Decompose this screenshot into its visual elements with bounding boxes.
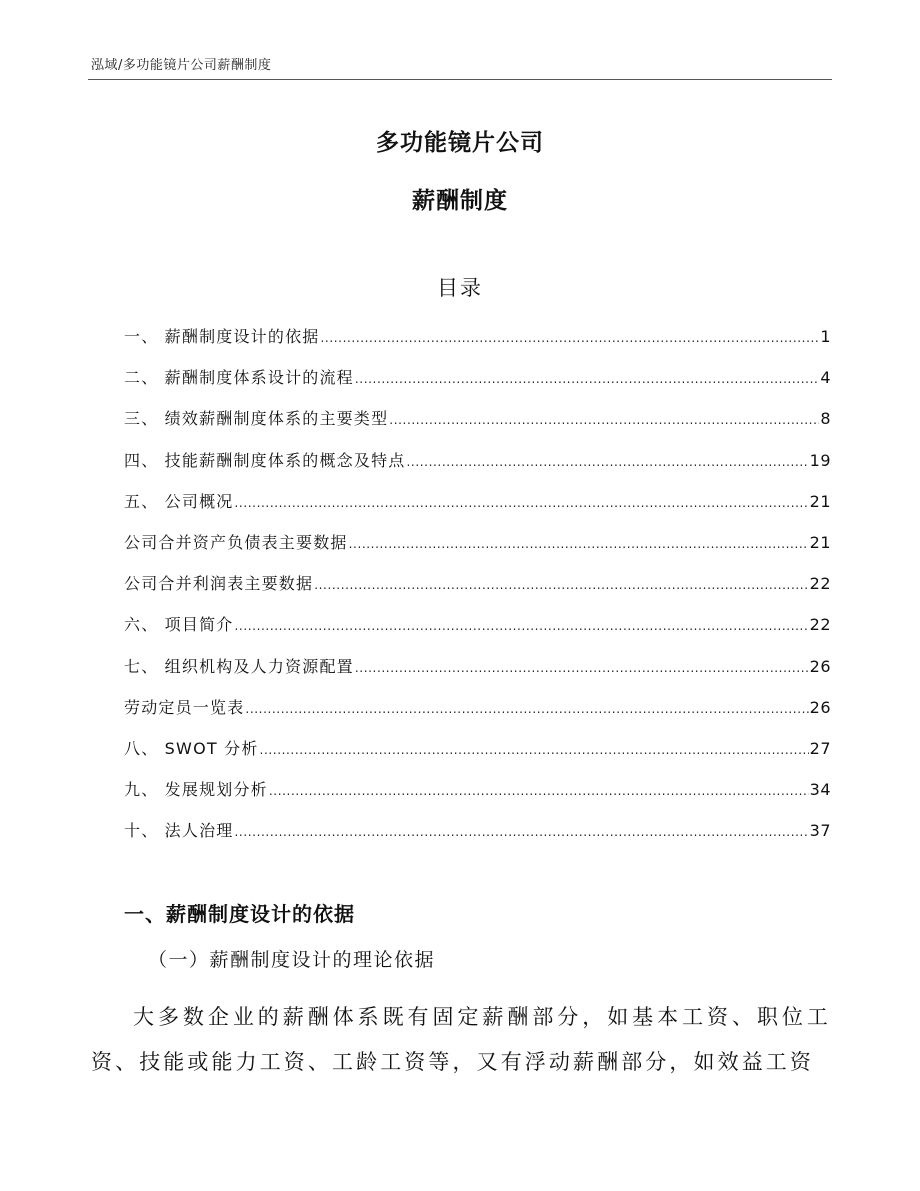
toc-entry-page: 1: [820, 327, 831, 346]
toc-entry-page: 26: [809, 656, 831, 676]
toc-entry-page: 34: [809, 780, 831, 800]
toc-entry[interactable]: [124, 737, 831, 778]
toc-entry-page: 8: [820, 409, 831, 429]
toc-leader: [314, 573, 808, 597]
toc-entry[interactable]: [124, 531, 831, 572]
toc-entry[interactable]: [124, 655, 831, 696]
toc-entry-label: 三、 绩效薪酬制度体系的主要类型: [124, 409, 389, 429]
toc-leader: [355, 656, 809, 680]
toc-entry-label: 公司合并利润表主要数据: [124, 574, 314, 594]
toc-entry[interactable]: [124, 613, 831, 654]
toc-entry-page: 19: [809, 450, 831, 470]
toc-entry[interactable]: [124, 490, 831, 531]
toc-entry-label: 一、 薪酬制度设计的依据: [124, 327, 320, 346]
toc-entry-label: 八、 SWOT 分析: [124, 738, 259, 758]
toc-leader: [260, 738, 809, 762]
toc-heading: 目录: [437, 276, 483, 300]
toc-leader: [355, 367, 819, 391]
toc-entry-label: 公司合并资产负债表主要数据: [124, 532, 348, 552]
document-title: 多功能镜片公司: [376, 130, 544, 156]
toc-leader: [235, 614, 809, 638]
toc-entry-label: 二、 薪酬制度体系设计的流程: [124, 368, 354, 388]
toc-entry-page: 27: [809, 738, 831, 758]
toc-entry-label: 九、 发展规划分析: [124, 780, 268, 800]
toc-leader: [321, 326, 820, 350]
toc-entry-label: 五、 公司概况: [124, 491, 234, 511]
section-heading: 一、薪酬制度设计的依据: [124, 902, 355, 926]
toc-entry-page: 37: [809, 821, 831, 841]
toc-entry[interactable]: [124, 407, 831, 448]
toc-entry-page: 21: [809, 532, 831, 552]
subsection-heading: （一）薪酬制度设计的理论依据: [148, 949, 436, 971]
toc-entry[interactable]: [124, 778, 831, 819]
running-header: 泓域/多功能镜片公司薪酬制度: [91, 58, 272, 73]
toc-entry-page: 22: [809, 615, 831, 635]
toc-entry[interactable]: [124, 572, 831, 613]
toc-leader: [349, 532, 809, 556]
toc-entry-label: 七、 组织机构及人力资源配置: [124, 656, 354, 676]
toc-entry-label: 六、 项目简介: [124, 615, 234, 635]
toc-entry-label: 四、 技能薪酬制度体系的概念及特点: [124, 450, 406, 470]
toc-entry-label: 十、 法人治理: [124, 821, 234, 841]
toc-entry-page: 26: [809, 697, 831, 717]
toc-entry-page: 4: [820, 368, 831, 388]
toc-entry-page: 22: [809, 574, 831, 594]
toc-entry[interactable]: [124, 696, 831, 737]
toc-entry-label: 劳动定员一览表: [124, 697, 245, 717]
toc-entry[interactable]: [124, 819, 831, 860]
body-paragraph: 大多数企业的薪酬体系既有固定薪酬部分，如基本工资、职位工资、技能或能力工资、工龄工资等，又有浮动薪酬部分，如效益工资: [91, 1005, 831, 1074]
table-of-contents: [124, 325, 831, 860]
header-divider: [88, 79, 832, 80]
toc-leader: [235, 491, 809, 515]
toc-entry[interactable]: [124, 325, 831, 366]
toc-leader: [407, 450, 809, 474]
toc-entry[interactable]: [124, 449, 831, 490]
document-subtitle: 薪酬制度: [412, 188, 508, 214]
toc-leader: [269, 779, 809, 803]
toc-entry[interactable]: [124, 366, 831, 407]
toc-leader: [245, 697, 808, 721]
toc-leader: [389, 408, 819, 432]
toc-entry-page: 21: [809, 491, 831, 511]
toc-leader: [235, 820, 809, 844]
